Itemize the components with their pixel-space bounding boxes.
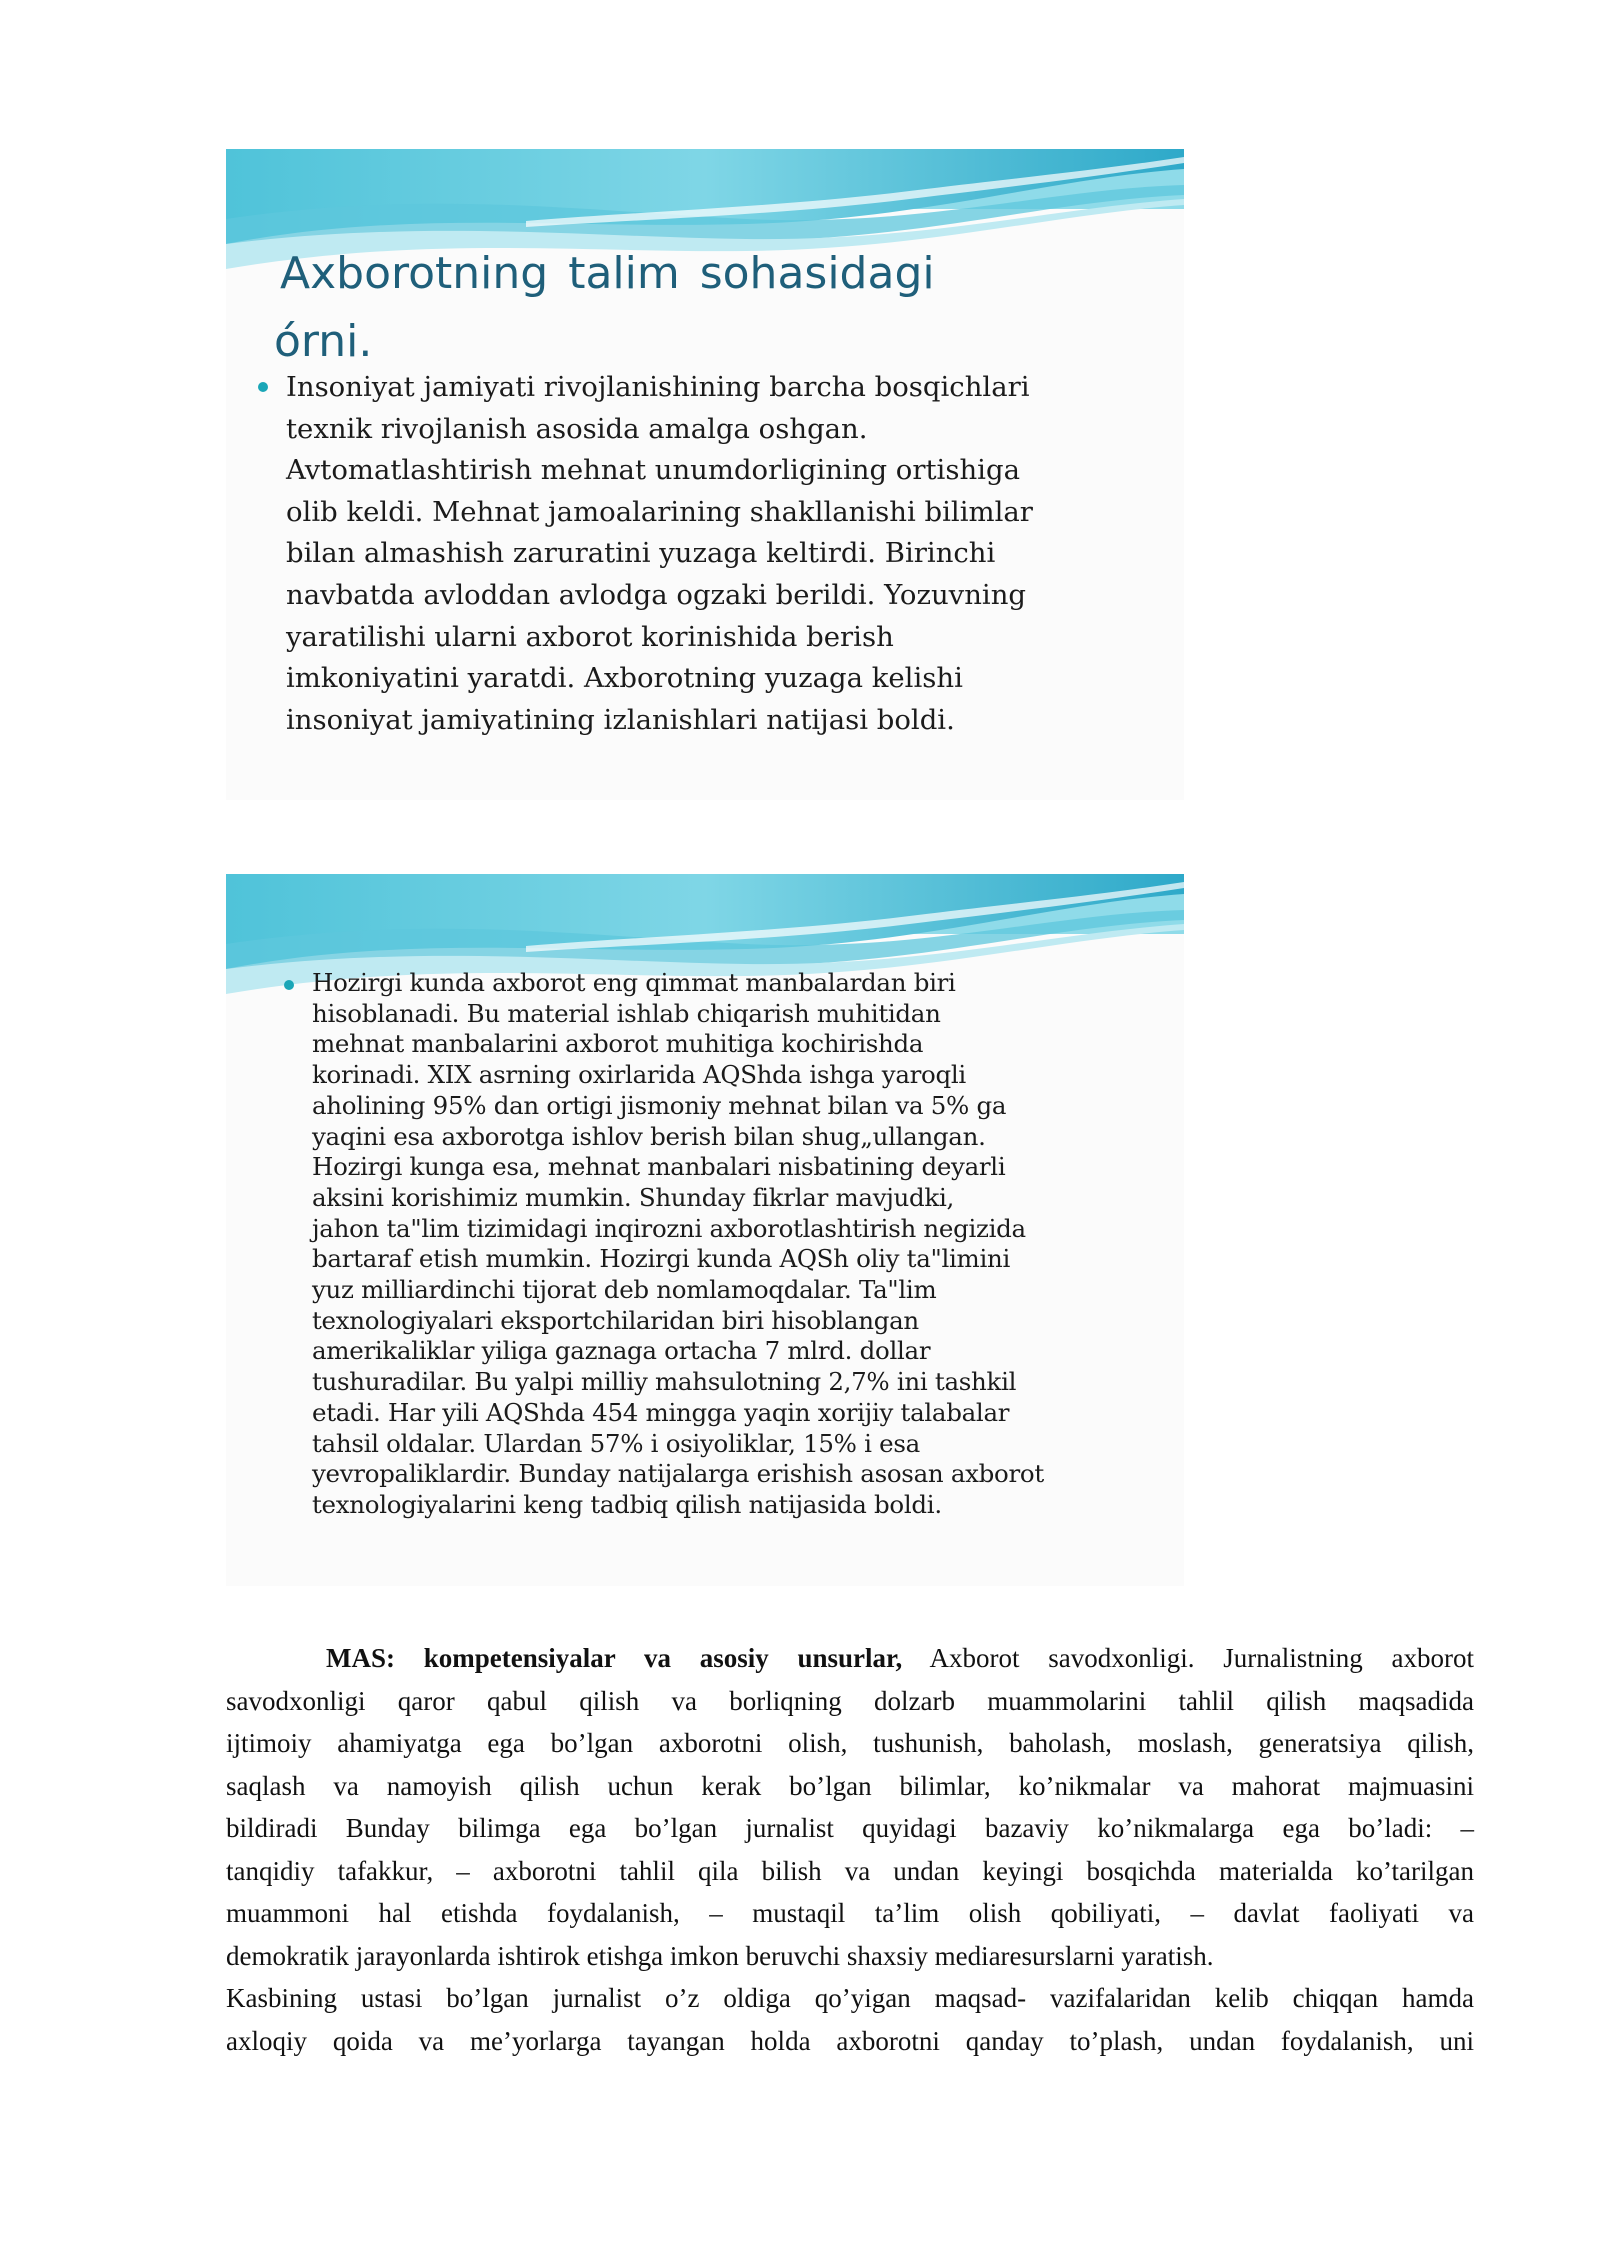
slide-title: Axborotning talim sohasidagi órni. (274, 248, 935, 367)
bold-lead: MAS: kompetensiyalar va asosiy unsurlar, (326, 1643, 903, 1673)
bullet-dot-icon (284, 980, 294, 990)
bullet-dot-icon (258, 382, 268, 392)
bullet-item (258, 367, 1138, 741)
body-line: tanqidiy tafakkur, – axborotni tahlil qila bilish va undan keyingi bosqichda materialda ko’tarilgan (226, 1855, 1474, 1886)
slide-image-2 (226, 874, 1184, 1586)
body-paragraph (226, 1637, 1474, 2062)
body-line: savodxonligi qaror qabul qilish va borliqning dolzarb muammolarini tahlil qilish maqsadida (226, 1685, 1474, 1716)
body-line: MAS: kompetensiyalar va asosiy unsurlar, Axborot savodxonligi. Jurnalistning axborot (326, 1643, 1474, 1673)
body-line: axloqiy qoida va me’yorlarga tayangan holda axborotni qanday to’plash, undan foydalanish, uni (226, 2025, 1474, 2056)
body-line: Kasbining ustasi bo’lgan jurnalist o’z oldiga qo’yigan maqsad- vazifalaridan kelib chiqqan hamda (226, 1983, 1474, 2013)
body-line: demokratik jarayonlarda ishtirok etishga imkon beruvchi shaxsiy mediaresurslarni yaratish. (226, 1940, 1214, 1971)
slide-image-1 (226, 149, 1184, 800)
body-line: saqlash va namoyish qilish uchun kerak bo’lgan bilimlar, ko’nikmalar va mahorat majmuasini (226, 1770, 1474, 1801)
body-line: ijtimoiy ahamiyatga ega bo’lgan axborotni olish, tushunish, baholash, moslash, generatsiya qilish, (226, 1728, 1474, 1758)
body-line: bildiradi Bunday bilimga ega bo’lgan jurnalist quyidagi bazaviy ko’nikmalarga ega bo’ladi: – (226, 1813, 1474, 1843)
body-line: muammoni hal etishda foydalanish, – mustaqil ta’lim olish qobiliyati, – davlat faoliyati va (226, 1898, 1474, 1928)
bullet-text: Insoniyat jamiyati rivojlanishining barcha bosqichlari texnik rivojlanish asosida amalga oshgan. Avtomatlashtirish mehnat unumdorligining ortishiga olib keldi. Mehnat jamoalarining shakllanishi bilimlar bilan almashish zaruratini yuzaga keltirdi. Birinchi navbatda avloddan avlodga ogzaki berildi. Yozuvning yaratilishi ularni axborot korinishida berish imkoniyatini yaratdi. Axborotning yuzaga kelishi insoniyat jamiyatining izlanishlari natijasi boldi. (286, 371, 1033, 736)
bullet-text: Hozirgi kunda axborot eng qimmat manbalardan biri hisoblanadi. Bu material ishlab chiqarish muhitidan mehnat manbalarini axborot muhitiga kochirishda korinadi. XIX asrning oxirlarida AQShda ishga yaroqli aholining 95% dan ortigi jismoniy mehnat bilan va 5% ga yaqini esa axborotga ishlov berish bilan shug„ullangan. Hozirgi kunga esa, mehnat manbalari nisbatining deyarli aksini korishimiz mumkin. Shunday fikrlar mavjudki, jahon ta"lim tizimidagi inqirozni axborotlashtirish negizida bartaraf etish mumkin. Hozirgi kunda AQSh oliy ta"limini yuz milliardinchi tijorat deb nomlamoqdalar. Ta"lim texnologiyalari eksportchilaridan biri hisoblangan amerikaliklar yiliga gaznaga ortacha 7 mlrd. dollar tushuradilar. Bu yalpi milliy mahsulotning 2,7% ini tashkil etadi. Har yili AQShda 454 mingga yaqin xorijiy talabalar tahsil oldalar. Ulardan 57% i osiyoliklar, 15% i esa yevropaliklardir. Bunday natijalarga erishish asosan axborot texnologiyalarini keng tadbiq qilish natijasida boldi. (312, 968, 1044, 1519)
bullet-item (284, 968, 1164, 1521)
